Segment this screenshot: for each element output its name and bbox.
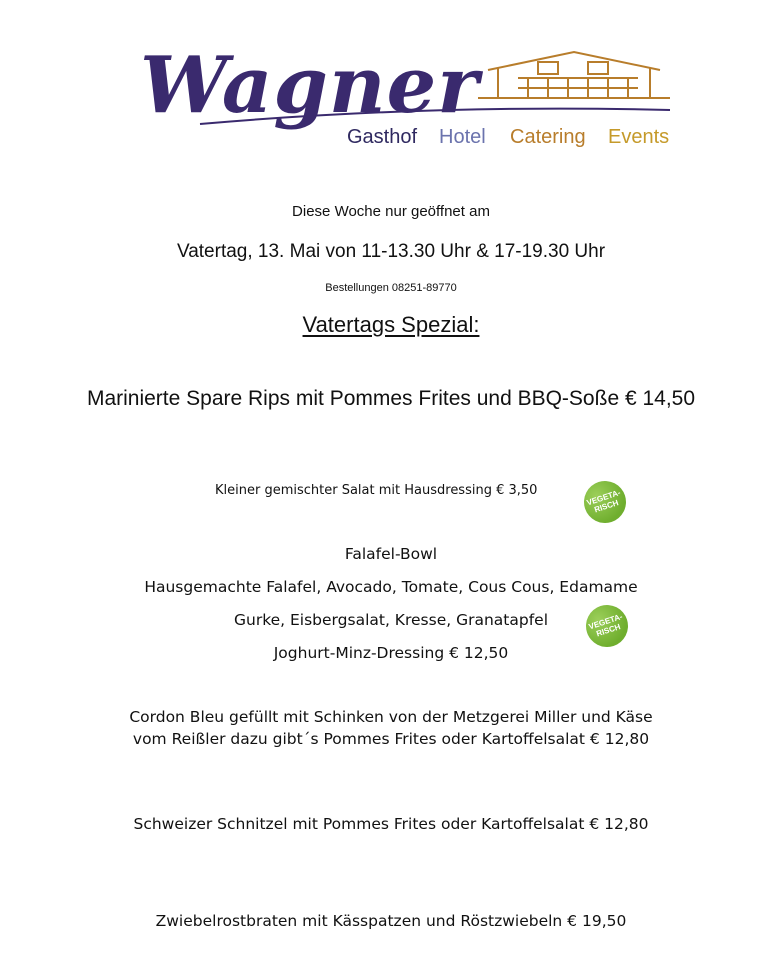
cordon-bleu-line: vom Reißler dazu gibt´s Pommes Frites oder Kartoffelsalat € 12,80	[132, 730, 650, 748]
menu-item-salad: Kleiner gemischter Salat mit Hausdressing € 3,50	[215, 483, 538, 498]
opening-intro: Diese Woche nur geöffnet am	[292, 203, 490, 220]
opening-date: Vatertag, 13. Mai von 11-13.30 Uhr & 17-19.30 Uhr	[176, 241, 606, 262]
falafel-description-line: Gurke, Eisbergsalat, Kresse, Granatapfel	[233, 611, 548, 629]
house-icon	[478, 48, 670, 106]
logo-tagline-catering: Catering	[510, 126, 586, 148]
falafel-price-line: Joghurt-Minz-Dressing € 12,50	[273, 644, 509, 662]
falafel-description-line: Hausgemachte Falafel, Avocado, Tomate, Cous Cous, Edamame	[144, 578, 638, 596]
vegetarian-badge-icon: VEGETA- RISCH	[579, 476, 632, 529]
menu-item-cordon-bleu	[0, 706, 782, 750]
special-heading: Vatertags Spezial:	[302, 312, 480, 337]
menu-item-schweizer-schnitzel: Schweizer Schnitzel mit Pommes Frites oder Kartoffelsalat € 12,80	[133, 815, 649, 833]
vegetarian-badge-icon: VEGETA- RISCH	[581, 600, 634, 653]
order-phone: Bestellungen 08251-89770	[325, 282, 457, 294]
menu-item-zwiebelrostbraten: Zwiebelrostbraten mit Kässpatzen und Röstzwiebeln € 19,50	[155, 912, 627, 930]
wagner-logo	[130, 40, 690, 170]
menu-item-falafel-title: Falafel-Bowl	[344, 545, 438, 563]
logo-tagline-gasthof: Gasthof	[347, 126, 418, 148]
logo-tagline-hotel: Hotel	[439, 126, 486, 148]
cordon-bleu-line: Cordon Bleu gefüllt mit Schinken von der Metzgerei Miller und Käse	[129, 708, 653, 726]
logo-wordmark: Wagner	[140, 40, 480, 131]
menu-item-spare-ribs: Marinierte Spare Rips mit Pommes Frites und BBQ-Soße € 14,50	[86, 387, 696, 410]
logo-tagline-events: Events	[608, 126, 670, 148]
